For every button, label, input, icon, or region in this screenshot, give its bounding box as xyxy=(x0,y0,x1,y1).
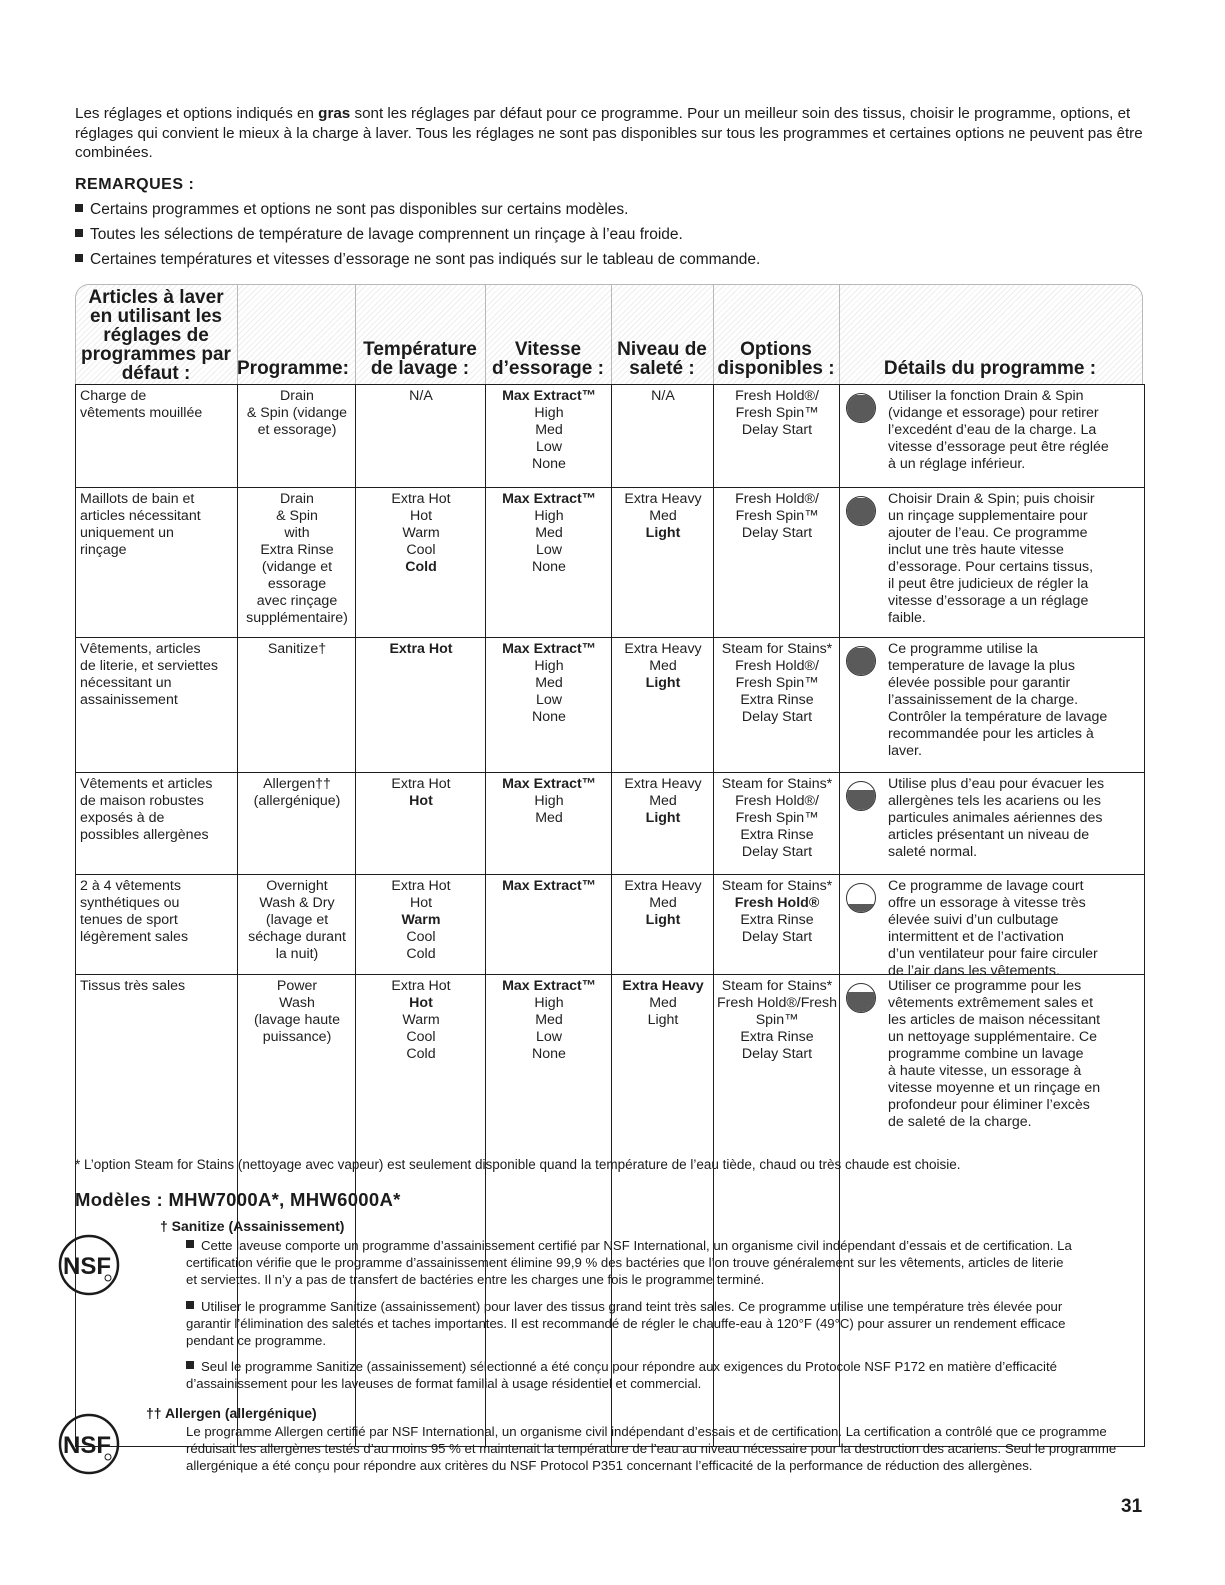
water-level-fill xyxy=(847,790,875,810)
bullet-square-icon xyxy=(75,229,83,237)
options-cell-line: Fresh Hold®/ xyxy=(735,793,819,809)
bullet-square-icon xyxy=(75,204,83,212)
spin-cell-line: Max Extract™ xyxy=(502,776,596,792)
soil-cell-line: Light xyxy=(645,810,681,826)
allergen-text: Le programme Allergen certifié par NSF International, un organisme civil indépendant d’essais et de certification. La certification a contrôlé que ce programme réduisait les allergènes testés d’au moins 95 % et maintenait la température de l’eau au niveau nécessaire pour la destruction des acariens. Seul le programme allergénique a été conçu pour répondre aux critères du NSF Protocol P351 concernant l’efficacité de la performance de réduction des allergènes. xyxy=(186,1424,1117,1473)
options-cell-line: Fresh Hold®/ xyxy=(735,491,819,507)
spin-cell xyxy=(486,978,612,1063)
header-details: Détails du programme : xyxy=(883,358,1097,379)
svg-text:NSF: NSF xyxy=(63,1253,111,1280)
note-item xyxy=(75,200,1155,225)
options-cell-line: Fresh Hold®/Fresh xyxy=(716,995,838,1011)
water-level-icon xyxy=(846,883,876,913)
details-cell: Choisir Drain & Spin; puis choisir un rinçage supplementaire pour ajouter de l’eau. Ce programme inclut une très haute vitesse d’essorage. Pour certains tissus, il peut être judicieux de régler la vitesse d’essorage a un réglage faible. xyxy=(888,491,1095,626)
programme-cell: Overnight Wash & Dry (lavage et séchage durant la nuit) xyxy=(248,878,346,962)
spin-cell-line: None xyxy=(532,559,566,575)
options-cell xyxy=(714,491,840,542)
options-cell-line: Delay Start xyxy=(741,422,813,438)
articles-cell: Vêtements, articles de literie, et serviettes nécessitant un assainissement xyxy=(80,641,218,708)
spin-cell-line: Low xyxy=(535,1029,563,1045)
spin-cell-line: Med xyxy=(535,422,563,438)
programme-cell: Allergen†† (allergénique) xyxy=(253,776,341,809)
options-cell xyxy=(714,978,840,1063)
intro-text-end: sont les réglages par défaut pour ce programme. Pour un meilleur soin des tissus, choisir le programme, options, et réglages qui convient le mieux à la charge à laver. Tous les réglages ne sont pas disponibles sur tous les programmes et certaines options ne peuvent pas être combinées. xyxy=(75,105,1143,161)
programme-cell: Drain & Spin with Extra Rinse (vidange et essorage avec rinçage supplémentaire) xyxy=(246,491,348,626)
spin-cell-line: Med xyxy=(535,1012,563,1028)
soil-cell-line: Extra Heavy xyxy=(622,978,704,994)
temperature-cell-line: Cold xyxy=(406,946,436,962)
spin-cell-line: Max Extract™ xyxy=(502,388,596,404)
notes-title: REMARQUES : xyxy=(75,176,195,193)
note-text: Toutes les sélections de température de lavage comprennent un rinçage à l’eau froide. xyxy=(90,226,683,243)
water-level-icon xyxy=(846,646,876,676)
soil-cell xyxy=(612,491,714,542)
water-level-fill xyxy=(847,395,875,422)
temperature-cell-line: Warm xyxy=(402,525,440,541)
temperature-cell xyxy=(356,491,486,576)
soil-cell-line: Extra Heavy xyxy=(624,776,702,792)
water-level-fill xyxy=(847,904,875,912)
spin-cell-line: None xyxy=(532,1046,566,1062)
articles-cell: 2 à 4 vêtements synthétiques ou tenues de sport légèrement sales xyxy=(80,878,189,945)
note-text: Certaines températures et vitesses d’essorage ne sont pas indiqués sur le tableau de commande. xyxy=(90,251,761,268)
spin-cell xyxy=(486,776,612,827)
footnote: * L’option Steam for Stains (nettoyage avec vapeur) est seulement disponible quand la température de l’eau tiède, chaud ou très chaude est choisie. xyxy=(75,1157,961,1172)
details-cell: Ce programme utilise la temperature de lavage la plus élevée possible pour garantir l’assainissement de la charge. Contrôler la température de lavage recommandée pour les articles à laver. xyxy=(888,641,1108,759)
note-item xyxy=(75,225,1155,250)
spin-cell xyxy=(486,878,612,895)
options-cell xyxy=(714,776,840,861)
spin-cell-line: Max Extract™ xyxy=(502,491,596,507)
spin-cell xyxy=(486,641,612,726)
notes-list xyxy=(75,200,1155,275)
soil-cell xyxy=(612,776,714,827)
sanitize-text: Utiliser le programme Sanitize (assainissement) pour laver des tissus grand teint très sales. Ce programme utilise une température très élevée pour garantir l’élimination des saletés et taches importantes. Il est recommandé de régler le chauffe-eau à 120°F (49°C) pour assurer un rendement efficace pendant ce programme. xyxy=(186,1299,1066,1348)
temperature-cell-line: N/A xyxy=(409,388,433,404)
details-cell: Utilise plus d’eau pour évacuer les allergènes tels les acariens ou les particules animales aériennes des articles présentant un niveau de saleté normal. xyxy=(888,776,1105,860)
articles-cell: Vêtements et articles de maison robustes exposés à de possibles allergènes xyxy=(80,776,213,843)
options-cell-line: Steam for Stains* xyxy=(721,878,833,894)
row-divider xyxy=(76,637,1144,638)
options-cell-line: Steam for Stains* xyxy=(721,978,833,994)
bullet-square-icon xyxy=(186,1301,194,1309)
soil-cell xyxy=(612,978,714,1029)
soil-cell xyxy=(612,388,714,405)
water-level-icon xyxy=(846,983,876,1013)
models-title: Modèles : MHW7000A*, MHW6000A* xyxy=(75,1189,401,1210)
spin-cell xyxy=(486,388,612,473)
sanitize-text: Seul le programme Sanitize (assainissement) sélectionné a été conçu pour répondre aux exigences du Protocole NSF P172 en matière d’efficacité d’assainissement pour les laveuses de format familial à usage résidentiel et commercial. xyxy=(186,1359,1057,1391)
temperature-cell xyxy=(356,878,486,963)
soil-cell-line: Med xyxy=(649,895,677,911)
options-cell-line: Delay Start xyxy=(741,1046,813,1062)
soil-cell-line: N/A xyxy=(651,388,675,404)
options-cell xyxy=(714,388,840,439)
soil-cell-line: Extra Heavy xyxy=(624,878,702,894)
header-soil: Niveau de saleté : xyxy=(617,339,707,379)
options-cell-line: Steam for Stains* xyxy=(721,776,833,792)
nsf-logo-icon xyxy=(58,1413,120,1475)
temperature-cell-line: Extra Hot xyxy=(391,491,451,507)
spin-cell xyxy=(486,491,612,576)
articles-cell: Maillots de bain et articles nécessitant uniquement un rinçage xyxy=(80,491,201,558)
temperature-cell-line: Hot xyxy=(409,895,433,911)
temperature-cell-line: Warm xyxy=(402,1012,440,1028)
articles-cell: Charge de vêtements mouillée xyxy=(80,388,203,421)
soil-cell-line: Light xyxy=(647,1012,679,1028)
soil-cell-line: Med xyxy=(649,995,677,1011)
temperature-cell xyxy=(356,776,486,810)
options-cell-line: Fresh Spin™ xyxy=(735,508,819,524)
options-cell-line: Delay Start xyxy=(741,929,813,945)
programme-cell: Power Wash (lavage haute puissance) xyxy=(254,978,340,1045)
temperature-cell xyxy=(356,641,486,658)
header-temperature: Température de lavage : xyxy=(363,339,477,379)
details-cell: Utiliser ce programme pour les vêtements extrêmement sales et les articles de maison nécessitant un nettoyage supplémentaire. Ce programme combine un lavage à haute vitesse, un essorage à vitesse moyenne et un rinçage en profondeur pour éliminer l’excès de saleté de la charge. xyxy=(888,978,1101,1130)
soil-cell-line: Med xyxy=(649,508,677,524)
options-cell-line: Extra Rinse xyxy=(740,912,814,928)
sanitize-bullet xyxy=(186,1358,1076,1392)
water-level-icon xyxy=(846,781,876,811)
spin-cell-line: Max Extract™ xyxy=(502,641,596,657)
temperature-cell-line: Hot xyxy=(409,793,433,809)
note-item xyxy=(75,250,1155,275)
temperature-cell-line: Cool xyxy=(406,542,436,558)
row-divider xyxy=(76,874,1144,875)
options-cell-line: Fresh Hold®/ xyxy=(735,658,819,674)
allergen-title: †† Allergen (allergénique) xyxy=(146,1405,317,1421)
options-cell-line: Fresh Hold®/ xyxy=(735,388,819,404)
water-level-fill xyxy=(847,498,875,525)
temperature-cell-line: Extra Hot xyxy=(391,978,451,994)
intro-paragraph xyxy=(75,104,1155,163)
temperature-cell-line: Cool xyxy=(406,1029,436,1045)
bullet-square-icon xyxy=(186,1240,194,1248)
options-cell-line: Fresh Spin™ xyxy=(735,810,819,826)
articles-cell: Tissus très sales xyxy=(80,978,186,994)
soil-cell-line: Light xyxy=(645,675,681,691)
options-cell-line: Extra Rinse xyxy=(740,827,814,843)
options-cell xyxy=(714,641,840,726)
spin-cell-line: Low xyxy=(535,692,563,708)
water-level-fill xyxy=(847,648,875,675)
water-level-icon xyxy=(846,496,876,526)
options-cell-line: Fresh Hold® xyxy=(734,895,820,911)
row-divider xyxy=(76,487,1144,488)
details-cell: Utiliser la fonction Drain & Spin (vidange et essorage) pour retirer l’excedént d’eau de la charge. La vitesse d’essorage peut être réglée à un réglage inférieur. xyxy=(888,388,1109,472)
options-cell-line: Delay Start xyxy=(741,709,813,725)
options-cell xyxy=(714,878,840,946)
intro-bold-word: gras xyxy=(318,105,351,122)
intro-text-start: Les réglages et options indiqués en xyxy=(75,105,319,122)
spin-cell-line: Med xyxy=(535,810,563,826)
options-cell-line: Delay Start xyxy=(741,525,813,541)
soil-cell-line: Extra Heavy xyxy=(624,491,702,507)
spin-cell-line: Max Extract™ xyxy=(502,978,596,994)
options-cell-line: Steam for Stains* xyxy=(721,641,833,657)
programme-cell: Sanitize† xyxy=(267,641,327,657)
spin-cell-line: Med xyxy=(535,675,563,691)
spin-cell-line: Low xyxy=(535,439,563,455)
sanitize-text: Cette laveuse comporte un programme d’assainissement certifié par NSF International, un organisme civil indépendant d’essais et de certification. La certification vérifie que le programme d’assainissement élimine 99,9 % des bactéries que l’on trouve généralement sur les vêtements, articles de literie et serviettes. Il n’y a pas de transfert de bactéries entre les charges une fois le programme terminé. xyxy=(186,1238,1072,1287)
page-number: 31 xyxy=(1121,1496,1143,1517)
spin-cell-line: Med xyxy=(535,525,563,541)
temperature-cell-line: Hot xyxy=(409,995,433,1011)
options-cell-line: Spin™ xyxy=(755,1012,799,1028)
options-cell-line: Delay Start xyxy=(741,844,813,860)
header-options: Options disponibles : xyxy=(717,339,835,379)
options-cell-line: Extra Rinse xyxy=(740,1029,814,1045)
temperature-cell-line: Cold xyxy=(406,1046,436,1062)
svg-text:NSF: NSF xyxy=(63,1432,111,1459)
header-programme: Programme: xyxy=(237,358,349,379)
bullet-square-icon xyxy=(75,254,83,262)
row-divider xyxy=(76,772,1144,773)
spin-cell-line: High xyxy=(534,793,564,809)
sanitize-bullet xyxy=(186,1298,1076,1349)
temperature-cell-line: Extra Hot xyxy=(391,776,451,792)
spin-cell-line: High xyxy=(534,508,564,524)
spin-cell-line: High xyxy=(534,995,564,1011)
temperature-cell-line: Hot xyxy=(409,508,433,524)
header-articles: Articles à laver en utilisant les réglages de programmes par défaut : xyxy=(81,287,231,384)
soil-cell-line: Light xyxy=(645,525,681,541)
soil-cell-line: Light xyxy=(645,912,681,928)
temperature-cell xyxy=(356,388,486,405)
spin-cell-line: Max Extract™ xyxy=(502,878,596,894)
bullet-square-icon xyxy=(186,1361,194,1369)
soil-cell-line: Extra Heavy xyxy=(624,641,702,657)
spin-cell-line: High xyxy=(534,405,564,421)
options-cell-line: Fresh Spin™ xyxy=(735,675,819,691)
temperature-cell xyxy=(356,978,486,1063)
spin-cell-line: None xyxy=(532,709,566,725)
soil-cell-line: Med xyxy=(649,793,677,809)
sanitize-bullet xyxy=(186,1237,1076,1288)
temperature-cell-line: Cool xyxy=(406,929,436,945)
water-level-icon xyxy=(846,393,876,423)
options-cell-line: Fresh Spin™ xyxy=(735,405,819,421)
temperature-cell-line: Warm xyxy=(401,912,441,928)
temperature-cell-line: Extra Hot xyxy=(391,878,451,894)
soil-cell xyxy=(612,878,714,929)
soil-cell-line: Med xyxy=(649,658,677,674)
nsf-logo-icon xyxy=(58,1234,120,1296)
note-text: Certains programmes et options ne sont pas disponibles sur certains modèles. xyxy=(90,201,629,218)
temperature-cell-line: Cold xyxy=(405,559,437,575)
options-cell-line: Extra Rinse xyxy=(740,692,814,708)
details-cell: Ce programme de lavage court offre un essorage à vitesse très élevée suivi d’un culbutage intermittent et de l’activation d’un ventilateur pour faire circuler de l’air dans les vêtements. xyxy=(888,878,1098,979)
header-spin: Vitesse d’essorage : xyxy=(492,339,604,379)
temperature-cell-line: Extra Hot xyxy=(389,641,453,657)
spin-cell-line: None xyxy=(532,456,566,472)
programme-cell: Drain & Spin (vidange et essorage) xyxy=(246,388,348,438)
spin-cell-line: Low xyxy=(535,542,563,558)
water-level-fill xyxy=(847,992,875,1012)
spin-cell-line: High xyxy=(534,658,564,674)
soil-cell xyxy=(612,641,714,692)
sanitize-title: † Sanitize (Assainissement) xyxy=(160,1218,345,1234)
